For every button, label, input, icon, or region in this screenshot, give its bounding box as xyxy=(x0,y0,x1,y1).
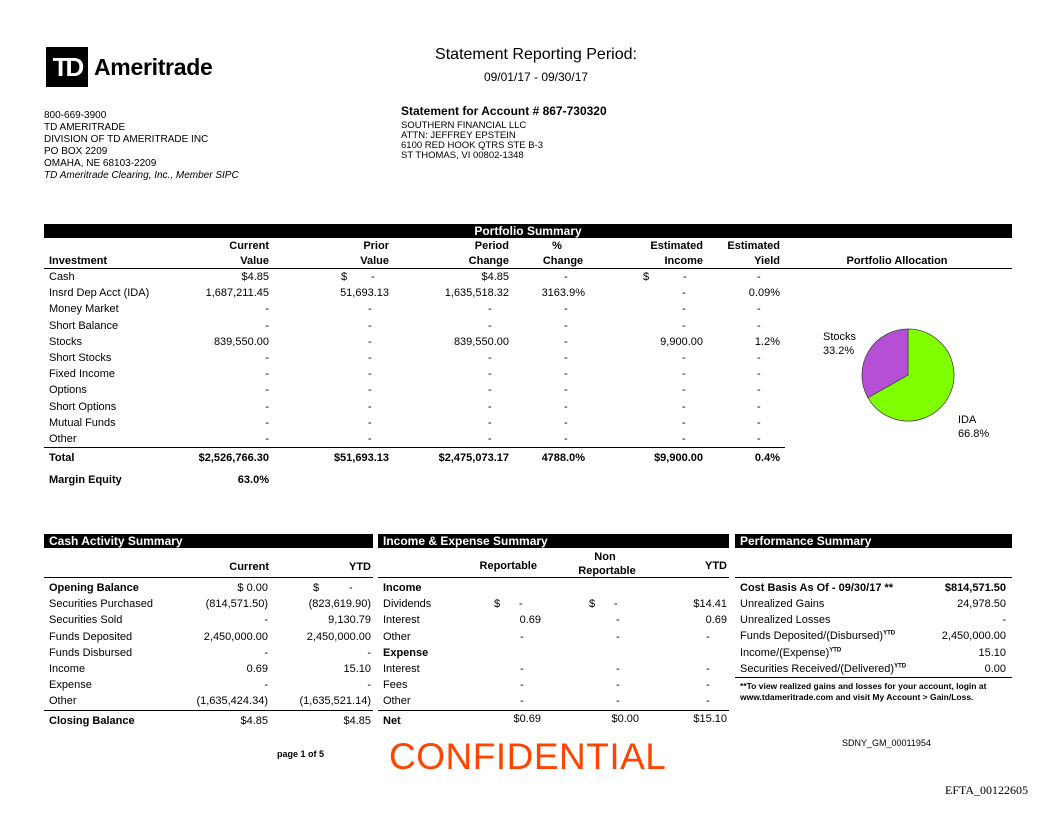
table-cell: - xyxy=(265,416,269,429)
table-cell: - xyxy=(520,663,524,675)
divider xyxy=(735,577,1012,578)
table-cell: - xyxy=(519,598,523,611)
column-header: Period xyxy=(474,240,509,252)
row-label: Mutual Funds xyxy=(49,416,116,429)
table-cell: - xyxy=(520,679,524,692)
divider xyxy=(378,710,729,711)
row-label: Funds Disbursed xyxy=(49,646,133,659)
firm-phone: 800-669-3900 xyxy=(44,110,107,121)
table-cell: - xyxy=(368,335,372,348)
divider xyxy=(44,268,1012,269)
table-cell: $9,900.00 xyxy=(654,452,703,464)
performance-header: Performance Summary xyxy=(735,534,1012,548)
closing-label: Closing Balance xyxy=(49,715,135,727)
page-number: page 1 of 5 xyxy=(277,749,325,759)
account-info xyxy=(401,104,607,161)
table-cell: - xyxy=(265,384,269,397)
column-header: Non xyxy=(594,551,616,563)
table-cell: - xyxy=(564,368,568,381)
firm-name: TD AMERITRADE xyxy=(44,122,126,133)
account-line: 6100 RED HOOK QTRS STE B-3 xyxy=(401,140,544,151)
table-cell: - xyxy=(757,384,761,397)
table-cell: - xyxy=(683,271,687,283)
table-cell: - xyxy=(757,352,761,364)
table-cell: 3163.9% xyxy=(541,287,585,300)
table-cell: - xyxy=(265,352,269,364)
column-header: Reportable xyxy=(578,565,636,577)
column-header: Prior xyxy=(363,240,389,252)
table-cell: - xyxy=(757,400,761,413)
row-label: Unrealized Gains xyxy=(740,598,825,610)
ytd-superscript: YTD xyxy=(894,663,907,670)
row-label: Insrd Dep Acct (IDA) xyxy=(49,287,150,300)
cash-activity-header: Cash Activity Summary xyxy=(44,534,373,548)
table-cell: - xyxy=(488,303,492,316)
row-label: Other xyxy=(49,433,77,445)
table-cell: 9,130.79 xyxy=(328,614,371,627)
table-cell: 0.69 xyxy=(246,663,268,675)
account-line: ST THOMAS, VI 00802-1348 xyxy=(401,150,524,161)
table-cell: - xyxy=(682,416,686,429)
table-cell: - xyxy=(757,319,761,332)
column-header: Change xyxy=(468,255,509,267)
table-cell: - xyxy=(682,352,686,364)
column-header: Investment xyxy=(49,255,108,267)
table-cell: - xyxy=(564,433,568,445)
firm-address xyxy=(44,110,239,182)
table-cell: - xyxy=(265,319,269,332)
table-cell: 1,687,211.45 xyxy=(205,287,269,300)
table-cell: 1.2% xyxy=(754,335,780,348)
table-cell: - xyxy=(564,335,568,348)
account-line: SOUTHERN FINANCIAL LLC xyxy=(401,120,527,131)
table-cell: 0.69 xyxy=(519,614,541,627)
row-label: Short Balance xyxy=(49,319,119,332)
period-range: 09/01/17 - 09/30/17 xyxy=(483,70,589,84)
column-header: Current xyxy=(229,561,269,573)
table-cell: - xyxy=(488,384,492,397)
table-cell: - xyxy=(564,384,568,397)
row-label: Cash xyxy=(49,271,75,283)
table-cell: - xyxy=(367,646,371,659)
account-title: Statement for Account # 867-730320 xyxy=(401,104,607,118)
table-cell: - xyxy=(757,416,761,429)
row-label: Interest xyxy=(383,663,420,675)
row-label: Options xyxy=(49,384,87,397)
confidential-stamp: CONFIDENTIAL xyxy=(389,736,667,777)
row-label: Dividends xyxy=(383,598,432,611)
table-cell: 2,450,000.00 xyxy=(941,630,1006,643)
column-header: Current xyxy=(229,240,269,252)
table-cell: $ 0.00 xyxy=(237,582,268,594)
row-label: Stocks xyxy=(49,335,83,348)
table-cell: 24,978.50 xyxy=(957,598,1006,610)
table-cell: - xyxy=(367,679,371,692)
table-cell: $51,693.13 xyxy=(333,452,389,464)
table-cell: - xyxy=(520,630,524,643)
row-label: Income/(Expense)$^{YTD}$ xyxy=(740,646,842,659)
table-cell: - xyxy=(564,303,568,316)
row-label: Short Stocks xyxy=(49,352,112,364)
table-cell: - xyxy=(265,303,269,316)
table-cell: - xyxy=(616,679,620,692)
table-cell: - xyxy=(682,303,686,316)
efta-number: EFTA_00122605 xyxy=(945,783,1029,797)
margin-equity-value: 63.0% xyxy=(237,474,269,486)
account-line: ATTN: JEFFREY EPSTEIN xyxy=(401,130,516,141)
table-cell: 0.69 xyxy=(705,614,727,627)
table-cell: - xyxy=(564,319,568,332)
column-header: Estimated xyxy=(727,240,780,252)
table-cell: - xyxy=(488,400,492,413)
row-label: Securities Received/(Delivered)$^{YTD}$ xyxy=(740,662,907,675)
row-label: Interest xyxy=(383,614,420,627)
column-header: Portfolio Allocation xyxy=(846,255,948,267)
table-cell: $4.85 xyxy=(343,715,371,727)
column-header: Estimated xyxy=(650,240,703,252)
table-cell: (1,635,424.34) xyxy=(196,695,268,708)
table-cell: - xyxy=(564,416,568,429)
table-cell: 2,450,000.00 xyxy=(306,630,371,643)
row-label: Expense xyxy=(383,646,429,659)
table-cell: - xyxy=(368,400,372,413)
row-label: Securities Sold xyxy=(49,614,123,627)
table-cell: - xyxy=(757,271,761,283)
table-cell: - xyxy=(706,630,710,643)
table-cell: - xyxy=(564,400,568,413)
table-cell: - xyxy=(368,416,372,429)
table-cell: (823,619.90) xyxy=(308,598,371,611)
pie-label-ida-pct: 66.8% xyxy=(958,428,990,440)
column-header: YTD xyxy=(349,561,371,573)
row-label: Fees xyxy=(383,679,408,692)
table-cell: - xyxy=(368,368,372,381)
column-header: Yield xyxy=(754,255,780,267)
divider xyxy=(378,577,729,578)
pie-label-stocks: Stocks xyxy=(823,331,857,343)
table-cell: 4788.0% xyxy=(541,452,585,464)
td-ameritrade-logo xyxy=(46,47,212,87)
table-cell: - xyxy=(757,433,761,445)
table-cell: $4.85 xyxy=(481,271,509,283)
table-cell: - xyxy=(371,271,375,283)
table-cell: - xyxy=(682,433,686,445)
table-cell: - xyxy=(616,630,620,643)
table-cell: - xyxy=(349,582,353,594)
table-cell: - xyxy=(264,646,268,659)
table-cell: - xyxy=(265,433,269,445)
row-label: Short Options xyxy=(49,400,117,413)
table-cell: - xyxy=(564,271,568,283)
table-cell: 0.00 xyxy=(984,662,1006,675)
table-cell: - xyxy=(488,368,492,381)
table-cell: - xyxy=(265,368,269,381)
table-cell: - xyxy=(264,679,268,692)
firm-city: OMAHA, NE 68103-2209 xyxy=(44,158,157,169)
row-label: Other xyxy=(383,695,411,708)
column-header: Value xyxy=(360,255,389,267)
table-cell: 2,450,000.00 xyxy=(203,630,268,643)
table-cell: - xyxy=(706,663,710,675)
row-label: Securities Purchased xyxy=(49,598,153,611)
table-cell: $0.69 xyxy=(513,713,541,725)
table-cell: - xyxy=(488,433,492,445)
table-cell: (1,635,521.14) xyxy=(299,695,371,708)
table-cell: - xyxy=(616,663,620,675)
row-label: Fixed Income xyxy=(49,368,116,381)
ytd-superscript: YTD xyxy=(883,630,896,637)
table-cell: - xyxy=(368,319,372,332)
table-cell: - xyxy=(682,400,686,413)
table-cell: 0.4% xyxy=(754,452,780,464)
row-label: Opening Balance xyxy=(49,582,139,594)
allocation-pie xyxy=(800,320,1000,450)
divider xyxy=(44,710,373,711)
table-cell: - xyxy=(757,368,761,381)
table-cell: - xyxy=(488,416,492,429)
firm-member: TD Ameritrade Clearing, Inc., Member SIPC xyxy=(44,170,239,181)
ytd-superscript: YTD xyxy=(829,646,842,653)
table-cell: - xyxy=(614,598,618,611)
table-cell: - xyxy=(564,352,568,364)
table-cell: - xyxy=(616,614,620,627)
column-header: % xyxy=(552,240,562,252)
table-cell: - xyxy=(1002,614,1006,627)
period-title: Statement Reporting Period: xyxy=(435,46,637,63)
td-logo-mark: TD xyxy=(46,47,88,87)
divider xyxy=(735,677,1012,678)
logo-wordmark: Ameritrade xyxy=(94,53,213,80)
portfolio-allocation-chart xyxy=(800,320,1000,450)
table-cell: - xyxy=(682,368,686,381)
margin-equity-label: Margin Equity xyxy=(49,474,122,486)
table-cell: $ xyxy=(494,598,501,611)
pie-label-stocks-pct: 33.2% xyxy=(823,345,855,357)
table-cell: 839,550.00 xyxy=(213,335,269,348)
footnote-line: www.tdameritrade.com and visit My Account > Gain/Loss. xyxy=(740,692,974,702)
bates-number: SDNY_GM_00011954 xyxy=(842,738,931,748)
table-cell: $0.00 xyxy=(611,713,639,725)
total-label: Total xyxy=(49,452,75,464)
table-cell: $15.10 xyxy=(693,713,727,725)
firm-division: DIVISION OF TD AMERITRADE INC xyxy=(44,134,209,145)
table-cell: - xyxy=(368,384,372,397)
table-cell: - xyxy=(368,303,372,316)
table-cell: - xyxy=(706,695,710,708)
table-cell: $ xyxy=(589,598,596,611)
table-cell: - xyxy=(682,319,686,332)
row-label: Income xyxy=(383,582,422,594)
table-cell: 51,693.13 xyxy=(340,287,389,300)
column-header: Change xyxy=(542,255,584,267)
performance-footnote xyxy=(740,681,1030,703)
table-cell: 9,900.00 xyxy=(660,335,703,348)
divider xyxy=(44,577,373,578)
table-cell: - xyxy=(706,679,710,692)
cost-basis-value: $814,571.50 xyxy=(944,582,1006,594)
row-label: Unrealized Losses xyxy=(740,614,831,627)
table-cell: - xyxy=(488,319,492,332)
row-label: Money Market xyxy=(49,303,119,316)
table-cell: - xyxy=(368,433,372,445)
table-cell: - xyxy=(264,614,268,627)
table-cell: 0.09% xyxy=(748,287,780,300)
row-label: Other xyxy=(383,630,411,643)
table-cell: - xyxy=(682,384,686,397)
table-cell: (814,571.50) xyxy=(205,598,268,611)
table-cell: - xyxy=(520,695,524,708)
table-cell: $ xyxy=(643,271,650,283)
income-expense-header: Income & Expense Summary xyxy=(378,534,729,548)
table-cell: 15.10 xyxy=(343,663,371,675)
row-label: Funds Deposited xyxy=(49,630,133,643)
footnote-line: **To view realized gains and losses for your account, login at xyxy=(740,681,987,691)
divider xyxy=(44,447,785,448)
table-cell: $4.85 xyxy=(240,715,268,727)
table-cell: 839,550.00 xyxy=(453,335,509,348)
table-cell: - xyxy=(265,400,269,413)
table-cell: $ xyxy=(313,582,320,594)
cost-basis-label: Cost Basis As Of - 09/30/17 ** xyxy=(740,582,894,594)
row-label: Income xyxy=(49,663,86,675)
table-cell: - xyxy=(682,287,686,300)
column-header: Income xyxy=(664,255,703,267)
column-header: Value xyxy=(240,255,269,267)
table-cell: $4.85 xyxy=(241,271,269,283)
table-cell: - xyxy=(488,352,492,364)
portfolio-summary-header: Portfolio Summary xyxy=(44,224,1012,238)
table-cell: $2,526,766.30 xyxy=(198,452,269,464)
table-cell: - xyxy=(368,352,372,364)
column-header: YTD xyxy=(705,560,727,572)
table-cell: $2,475,073.17 xyxy=(438,452,509,464)
row-label: Funds Deposited/(Disbursed)$^{YTD}$ xyxy=(740,630,896,643)
row-label: Expense xyxy=(49,679,92,692)
table-cell: - xyxy=(616,695,620,708)
row-label: Other xyxy=(49,695,77,708)
table-cell: 1,635,518.32 xyxy=(444,287,509,300)
firm-pobox: PO BOX 2209 xyxy=(44,146,108,157)
pie-label-ida: IDA xyxy=(958,414,977,426)
table-cell: $ xyxy=(341,271,348,283)
statement-period xyxy=(390,46,682,84)
column-header: Reportable xyxy=(479,560,537,572)
table-cell: 15.10 xyxy=(978,646,1006,659)
table-cell: $14.41 xyxy=(693,598,727,611)
net-label: Net xyxy=(383,715,401,727)
table-cell: - xyxy=(757,303,761,316)
